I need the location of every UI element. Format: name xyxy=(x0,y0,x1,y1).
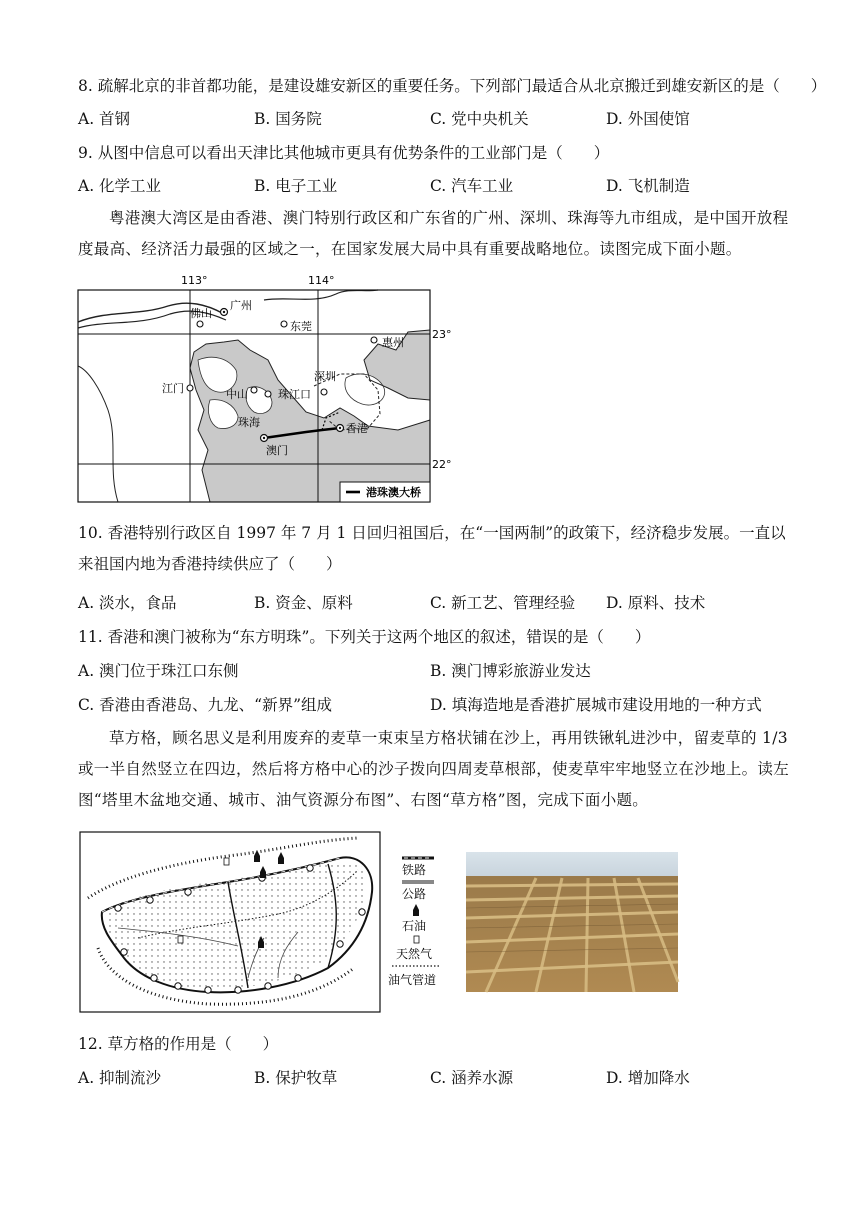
city-pearl-river-mouth: 珠江口 xyxy=(278,388,311,401)
legend-railway: 铁路 xyxy=(402,863,427,877)
q8-option-d: D. 外国使馆 xyxy=(606,110,690,128)
q10-option-d: D. 原料、技术 xyxy=(606,594,706,612)
q12-option-a: A. 抑制流沙 xyxy=(78,1069,162,1087)
q9-option-b: B. 电子工业 xyxy=(254,177,338,195)
legend-highway: 公路 xyxy=(402,887,427,901)
tarim-basin-map xyxy=(78,828,448,1014)
q12-option-b: B. 保护牧草 xyxy=(254,1069,338,1087)
q12-stem: 12. 草方格的作用是（ ） xyxy=(78,1035,279,1053)
lon-label-113: 113° xyxy=(181,274,208,287)
q11-option-b: B. 澳门博彩旅游业发达 xyxy=(430,662,591,680)
lat-label-22: 22° xyxy=(432,458,452,471)
q9-option-d: D. 飞机制造 xyxy=(606,177,690,195)
lat-label-23: 23° xyxy=(432,328,452,341)
q10-option-b: B. 资金、原料 xyxy=(254,594,353,612)
q11-option-a: A. 澳门位于珠江口东侧 xyxy=(78,662,239,680)
q11-option-c: C. 香港由香港岛、九龙、“新界”组成 xyxy=(78,696,333,714)
legend-oil: 石油 xyxy=(402,919,427,933)
q8-option-b: B. 国务院 xyxy=(254,110,322,128)
city-foshan: 佛山 xyxy=(190,307,212,320)
q12-option-c: C. 涵养水源 xyxy=(430,1069,514,1087)
q10-option-c: C. 新工艺、管理经验 xyxy=(430,594,576,612)
greater-bay-area-map xyxy=(78,270,452,506)
q10-option-a: A. 淡水，食品 xyxy=(78,594,177,612)
q11-option-d: D. 填海造地是香港扩展城市建设用地的一种方式 xyxy=(430,696,762,714)
intro-grass-checkerboard: 草方格，顾名思义是利用废弃的麦草一束束呈方格状铺在沙上，再用铁锹轧进沙中，留麦草的 1/3 或一半自然竖立在四边，然后将方格中心的沙子拨向四周麦草根部，使麦草牢牢地竖立在沙地上。读左图“塔里木盆地交通、城市、油气资源分布图”、右图“草方格”图，完成下面小题。 xyxy=(78,729,790,809)
city-dongguan: 东莞 xyxy=(290,320,312,333)
legend-bridge: 港珠澳大桥 xyxy=(366,486,421,499)
q8-stem: 8. 疏解北京的非首都功能，是建设雄安新区的重要任务。下列部门最适合从北京搬迁到雄安新区的是（ ） xyxy=(78,77,827,95)
lon-label-114: 114° xyxy=(308,274,335,287)
q9-option-c: C. 汽车工业 xyxy=(430,177,514,195)
q10-stem: 10. 香港特别行政区自 1997 年 7 月 1 日回归祖国后，在“一国两制”的政策下，经济稳步发展。一直以来祖国内地为香港持续供应了（ ） xyxy=(78,524,786,573)
q12-option-d: D. 增加降水 xyxy=(606,1069,690,1087)
grass-checkerboard-photo xyxy=(466,852,678,992)
q8-option-c: C. 党中央机关 xyxy=(430,110,529,128)
city-huizhou: 惠州 xyxy=(382,336,404,349)
q8-option-a: A. 首钢 xyxy=(78,110,131,128)
intro-greater-bay-area: 粤港澳大湾区是由香港、澳门特别行政区和广东省的广州、深圳、珠海等九市组成，是中国开放程度最高、经济活力最强的区域之一，在国家发展大局中具有重要战略地位。读图完成下面小题。 xyxy=(78,209,789,258)
city-zhongshan: 中山 xyxy=(226,388,248,401)
city-zhuhai: 珠海 xyxy=(238,416,260,429)
q9-option-a: A. 化学工业 xyxy=(78,177,162,195)
city-macau: 澳门 xyxy=(266,444,288,457)
city-jiangmen: 江门 xyxy=(162,382,184,395)
legend-natural-gas: 天然气 xyxy=(396,947,433,961)
city-hongkong: 香港 xyxy=(346,422,368,435)
q9-stem: 9. 从图中信息可以看出天津比其他城市更具有优势条件的工业部门是（ ） xyxy=(78,144,610,162)
q11-stem: 11. 香港和澳门被称为“东方明珠”。下列关于这两个地区的叙述，错误的是（ ） xyxy=(78,628,651,646)
city-shenzhen: 深圳 xyxy=(314,370,336,383)
city-guangzhou: 广州 xyxy=(230,299,252,312)
legend-pipeline: 油气管道 xyxy=(388,973,437,987)
